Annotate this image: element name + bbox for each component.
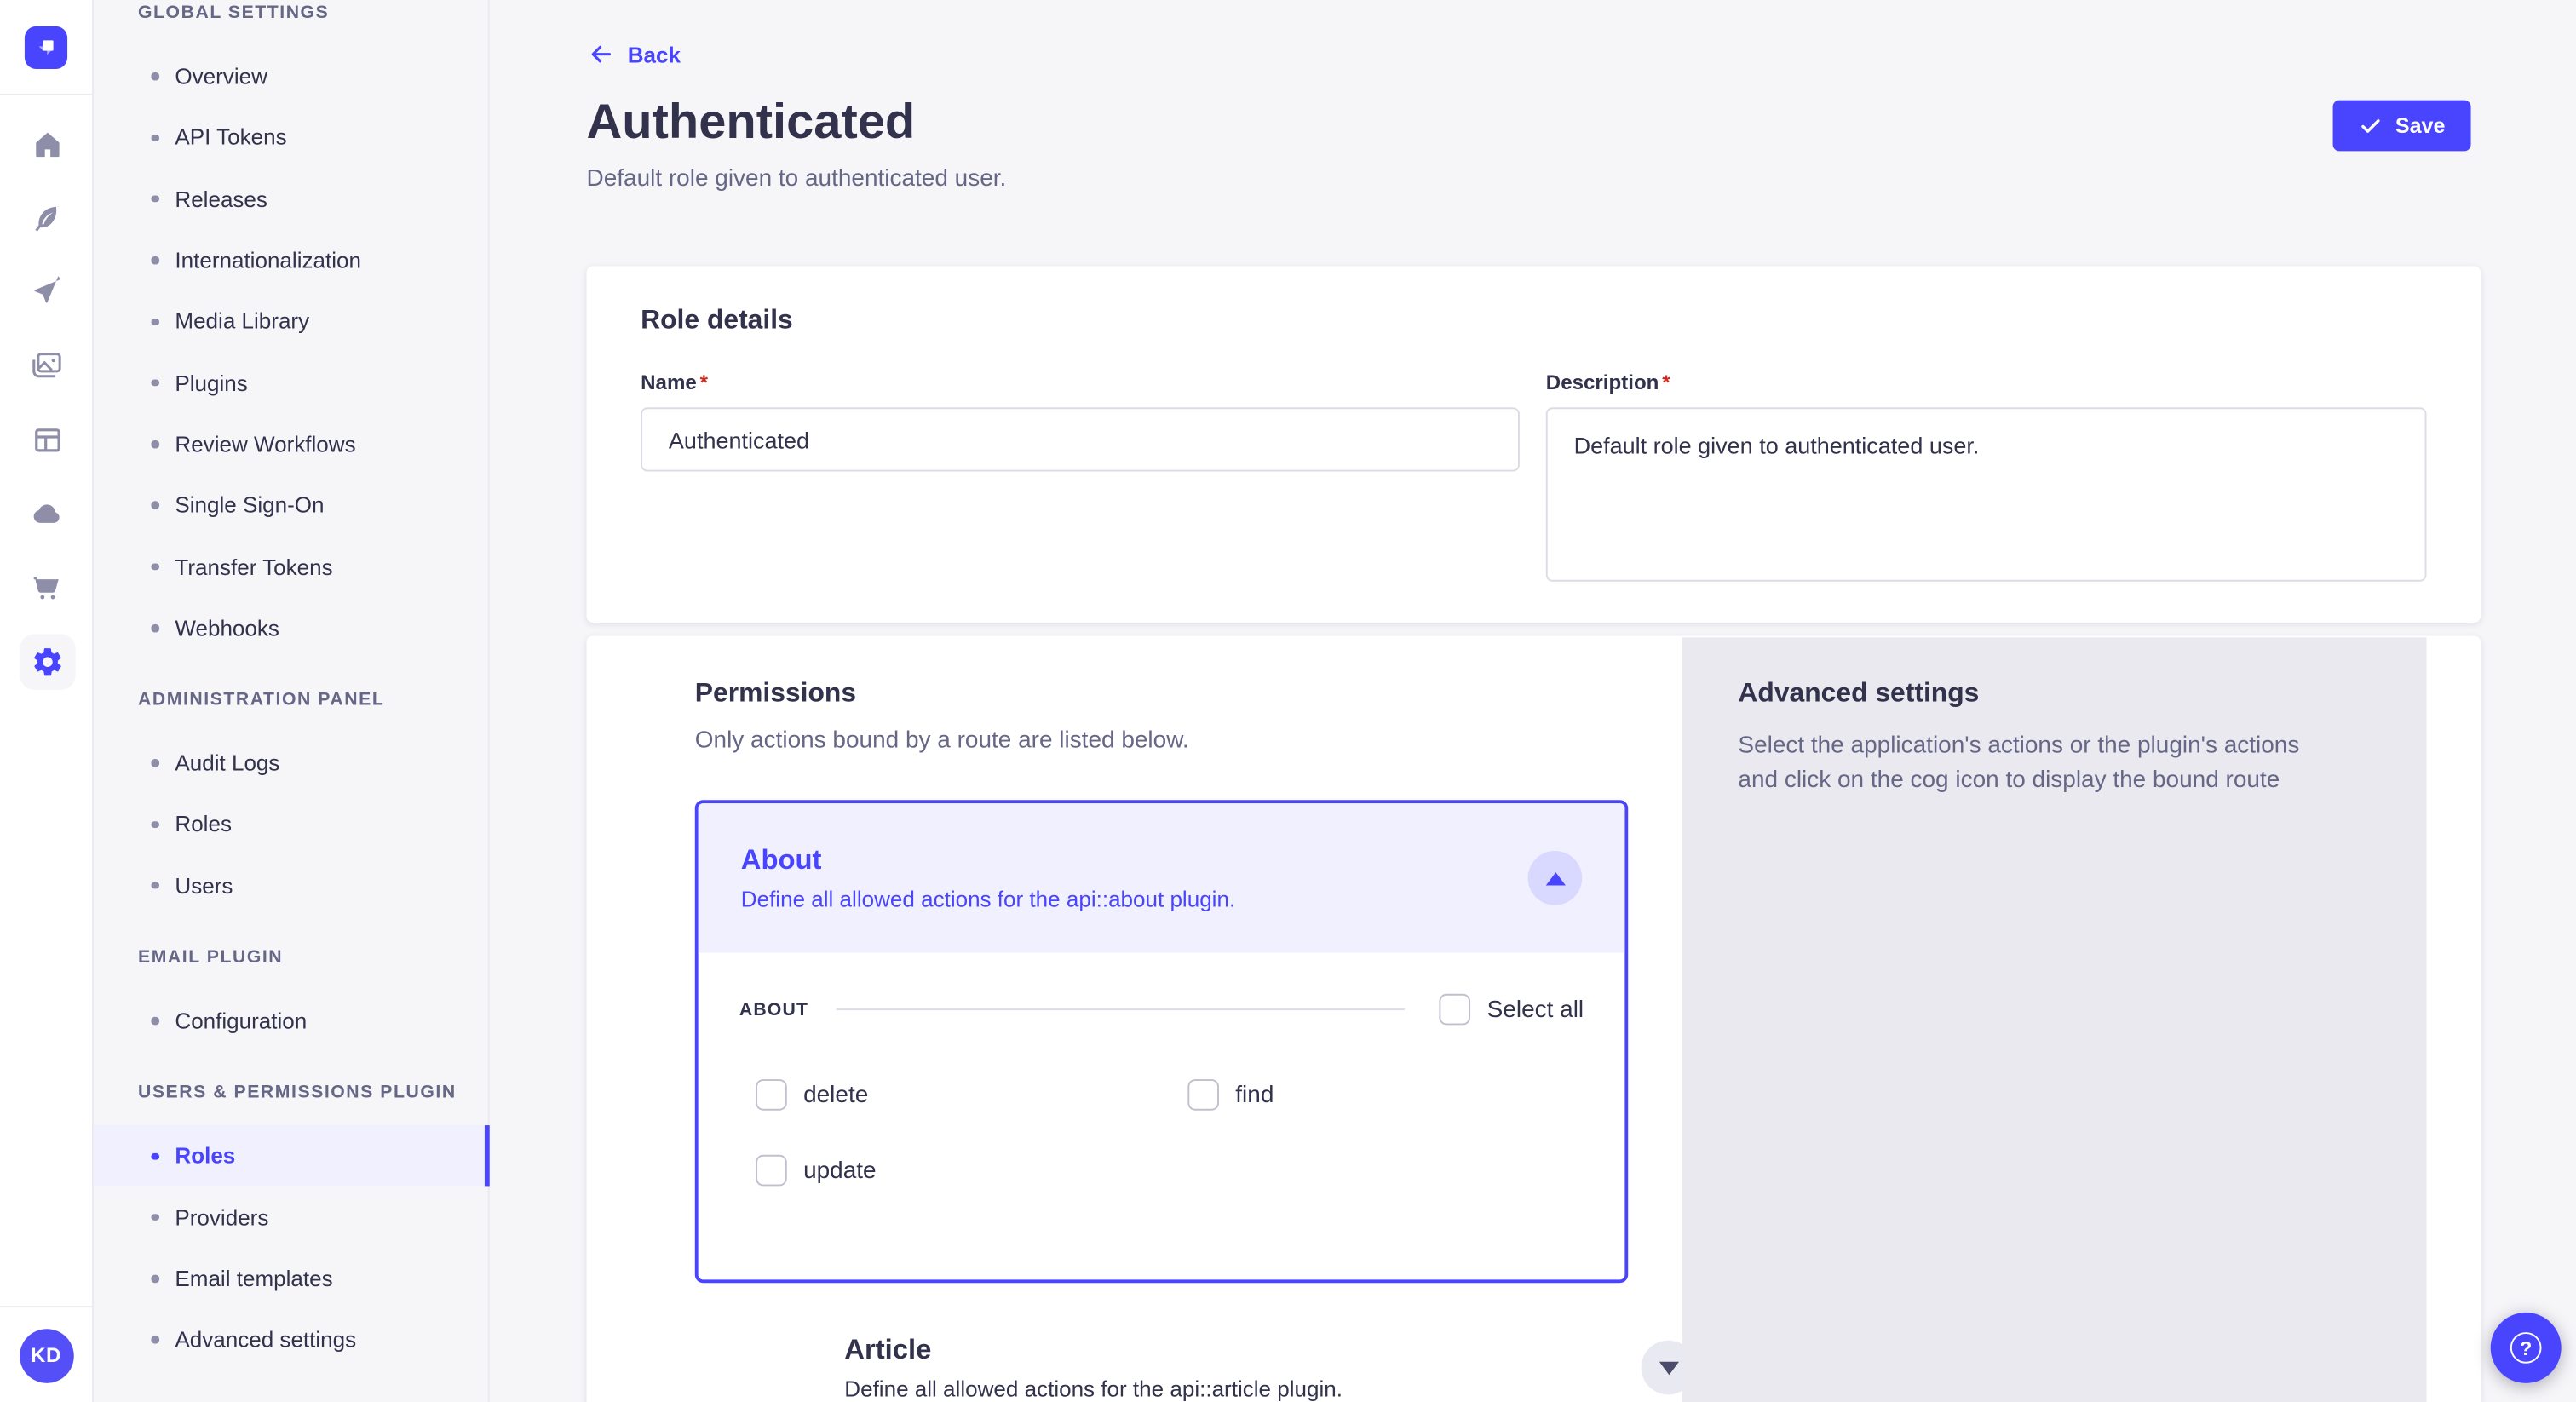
role-details-title: Role details [641,305,793,336]
bullet-icon [151,135,158,142]
description-label: Description * [1545,371,1670,394]
sidebar-item-label: Email templates [175,1266,333,1291]
back-label: Back [627,42,681,67]
main-nav-rail [0,0,94,1402]
action-delete [756,1079,1187,1111]
settings-gear-icon[interactable] [0,624,94,698]
find-label: find [1235,1081,1274,1108]
sidebar-item-label: Single Sign-On [175,492,325,518]
check-icon [2359,114,2382,137]
permissions-card [586,635,2481,1402]
bullet-icon [151,624,158,632]
marketplace-cart-icon[interactable] [0,550,94,624]
required-marker: * [699,371,709,394]
required-marker: * [1662,371,1670,394]
sidebar-item-label: Overview [175,64,267,89]
about-accordion-texts [741,844,1235,911]
bullet-icon [151,1275,158,1283]
update-label: update [803,1157,877,1184]
bullet-icon [151,821,158,829]
permissions-zone [586,635,1682,1402]
sidebar-item-single-sign-on[interactable] [94,475,490,537]
name-label: Name * [641,371,709,394]
bullet-icon [151,440,158,448]
chevron-up-icon [1545,871,1565,884]
select-all-checkbox[interactable] [1440,994,1471,1026]
bullet-icon [151,760,158,767]
sidebar-item-label: Users [175,873,233,899]
sidebar-item-email-templates[interactable] [94,1248,490,1309]
cloud-icon[interactable] [0,476,94,550]
bullet-icon [151,1017,158,1025]
delete-checkbox[interactable] [756,1079,787,1111]
sidebar-item-audit-logs[interactable] [94,733,490,794]
sidebar-section-title: GLOBAL SETTINGS [137,3,330,23]
article-accordion-title: Article [844,1333,932,1365]
chevron-down-icon [1659,1361,1678,1374]
sidebar-item-label: Roles [175,1143,236,1169]
description-textarea[interactable] [1546,407,2427,581]
sidebar-item-advanced-settings[interactable] [94,1309,490,1370]
help-button[interactable] [2491,1313,2562,1383]
about-actions-grid [756,1079,1624,1186]
sidebar-item-label: API Tokens [175,125,287,151]
action-update [756,1155,1187,1187]
role-details-fields [641,371,2426,582]
delete-label: delete [803,1081,869,1108]
sidebar-item-label: Plugins [175,371,248,396]
about-accordion-description: Define all allowed actions for the api::about plugin. [740,887,1236,912]
bullet-icon [151,563,158,571]
about-group-row [739,994,1584,1026]
user-avatar[interactable]: KD [19,1328,73,1382]
sidebar-item-api-tokens[interactable] [94,107,490,169]
page-title: Authenticated [586,95,916,150]
sidebar-item-label: Media Library [175,309,310,335]
divider-line [837,1008,1405,1010]
sidebar-item-transfer-tokens[interactable] [94,536,490,597]
sidebar-section-title: ADMINISTRATION PANEL [137,689,385,710]
description-field-group [1546,371,2427,582]
content-manager-icon[interactable] [0,402,94,476]
bullet-icon [151,1336,158,1344]
advanced-settings-text: Select the application's actions or the plugin's actions and click on the cog icon to display the bound route [1738,733,2300,794]
feather-pen-icon[interactable] [0,181,94,255]
select-all-label: Select all [1486,996,1584,1023]
sidebar-item-admin-roles[interactable] [94,794,490,855]
collapse-button[interactable] [1528,851,1583,905]
sidebar-item-label: Audit Logs [175,750,280,776]
find-checkbox[interactable] [1187,1079,1219,1111]
sidebar-item-overview[interactable] [94,46,490,107]
bullet-icon [151,502,158,509]
bullet-icon [151,379,158,387]
sidebar-item-label: Review Workflows [175,432,356,457]
name-input[interactable] [641,407,1520,471]
strapi-logo-icon [25,26,67,68]
sidebar-item-internationalization[interactable] [94,230,490,291]
back-link[interactable] [588,41,681,67]
sidebar-item-configuration[interactable] [94,991,490,1052]
advanced-settings-panel [1682,637,2427,1402]
sidebar-item-webhooks[interactable] [94,597,490,658]
name-field-group [641,371,1520,582]
brand-area [0,0,92,95]
home-icon[interactable] [0,106,94,181]
bullet-icon [151,195,158,203]
sidebar-item-review-workflows[interactable] [94,414,490,475]
settings-sidebar [94,0,490,1402]
sidebar-item-label: Roles [175,812,232,837]
save-button[interactable] [2333,101,2472,152]
sidebar-item-releases[interactable] [94,169,490,230]
action-find [1187,1079,1624,1111]
sidebar-section-users-permissions-plugin [94,1081,488,1370]
bullet-icon [151,1152,158,1160]
about-accordion-body [699,994,1625,1187]
page-subtitle: Default role given to authenticated user. [586,165,1007,192]
bullet-icon [151,73,158,81]
paper-plane-icon[interactable] [0,255,94,329]
sidebar-section-administration-panel [94,688,488,916]
media-library-icon[interactable] [0,329,94,403]
about-accordion [695,800,1628,1283]
update-checkbox[interactable] [756,1155,787,1187]
bullet-icon [151,1214,158,1221]
article-accordion-texts [844,1334,1343,1401]
about-accordion-title: About [740,844,822,876]
sidebar-item-media-library[interactable] [94,291,490,353]
save-label: Save [2395,113,2446,138]
sidebar-item-label: Transfer Tokens [175,554,333,579]
sidebar-item-label: Advanced settings [175,1327,357,1353]
sidebar-section-global-settings [94,2,488,658]
bullet-icon [151,256,158,264]
sidebar-item-plugins[interactable] [94,353,490,414]
rail-icon-list [0,95,94,698]
bullet-icon [151,318,158,325]
sidebar-item-label: Providers [175,1204,269,1230]
sidebar-item-label: Internationalization [175,248,361,273]
sidebar-section-email-plugin [94,946,488,1052]
advanced-settings-title: Advanced settings [1738,678,1980,709]
permissions-subtitle: Only actions bound by a route are listed below. [694,727,1189,755]
permissions-title: Permissions [694,678,857,709]
sidebar-section-title: EMAIL PLUGIN [137,947,284,968]
article-accordion-description: Define all allowed actions for the api::article plugin. [844,1376,1343,1402]
bullet-icon [151,882,158,890]
sidebar-item-up-roles[interactable] [94,1125,490,1187]
rail-footer [0,1306,92,1402]
question-mark-icon: ? [2510,1332,2542,1364]
sidebar-item-label: Releases [175,187,267,212]
arrow-left-icon [588,41,614,67]
about-group-label: ABOUT [739,999,809,1020]
sidebar-item-label: Webhooks [175,615,279,641]
article-accordion-header[interactable] [803,1314,1736,1401]
role-details-card [586,266,2481,622]
sidebar-item-label: Configuration [175,1008,308,1034]
sidebar-section-title: USERS & PERMISSIONS PLUGIN [137,1083,457,1103]
sidebar-item-providers[interactable] [94,1187,490,1248]
settings-active-bg [19,633,75,689]
sidebar-item-admin-users[interactable] [94,855,490,916]
about-accordion-header[interactable] [699,803,1625,952]
